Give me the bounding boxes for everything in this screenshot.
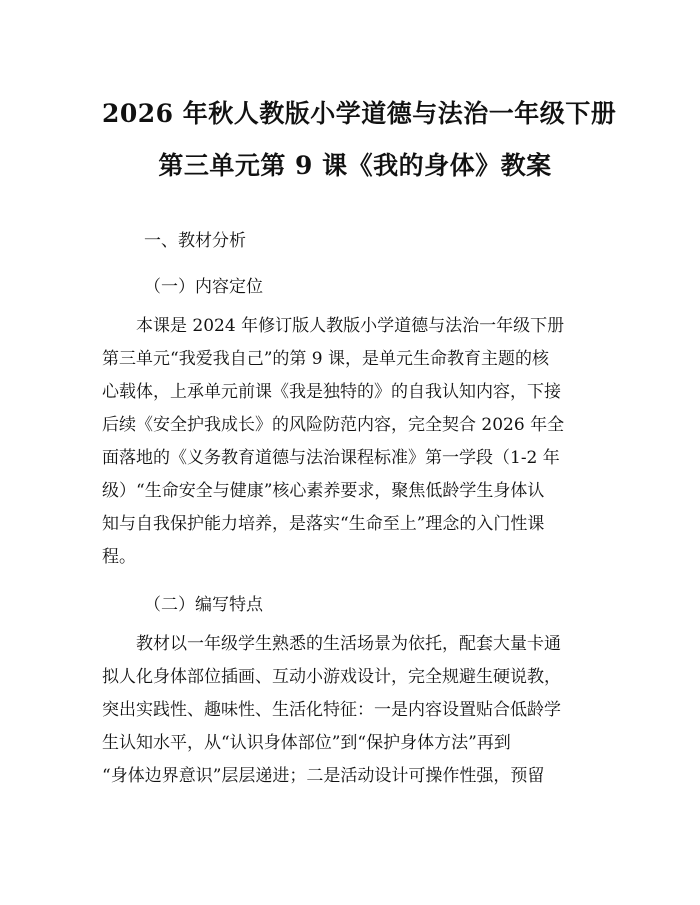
paragraph-line: 突出实践性、趣味性、生活化特征：一是内容设置贴合低龄学 xyxy=(102,700,561,720)
paragraph-writing-features xyxy=(102,628,608,793)
paragraph-line: 教材以一年级学生熟悉的生活场景为依托，配套大量卡通 xyxy=(136,634,561,654)
paragraph-line: 生认知水平，从“认识身体部位”到“保护身体方法”再到 xyxy=(102,733,511,753)
paragraph-line: 知与自我保护能力培养，是落实“生命至上”理念的入门性课 xyxy=(102,514,545,534)
subsection-heading-writing-features: （二）编写特点 xyxy=(144,595,263,615)
paragraph-line: 拟人化身体部位插画、互动小游戏设计，完全规避生硬说教， xyxy=(102,667,561,687)
paragraph-line: 后续《安全护我成长》的风险防范内容，完全契合 2026 年全 xyxy=(102,415,565,435)
title-line-2: 第三单元第 9 课《我的身体》教案 xyxy=(158,151,552,180)
paragraph-line: 面落地的《义务教育道德与法治课程标准》第一学段（1-2 年 xyxy=(102,448,560,468)
paragraph-line: 第三单元“我爱我自己”的第 9 课，是单元生命教育主题的核 xyxy=(102,349,550,369)
section-teaching-material-analysis xyxy=(102,218,608,793)
paragraph-line: “身体边界意识”层层递进；二是活动设计可操作性强，预留 xyxy=(102,766,545,786)
spacer xyxy=(102,574,608,582)
title-line-1: 2026 年秋人教版小学道德与法治一年级下册 xyxy=(102,99,617,128)
paragraph-content-positioning xyxy=(102,310,608,574)
paragraph-line: 心载体，上承单元前课《我是独特的》的自我认知内容，下接 xyxy=(102,382,561,402)
document-title xyxy=(102,88,617,192)
paragraph-line: 级）“生命安全与健康”核心素养要求，聚焦低龄学生身体认 xyxy=(102,481,545,501)
section-heading: 一、教材分析 xyxy=(144,231,246,251)
paragraph-line: 程。 xyxy=(102,547,136,567)
subsection-heading-content-positioning: （一）内容定位 xyxy=(144,277,263,297)
paragraph-line: 本课是 2024 年修订版人教版小学道德与法治一年级下册 xyxy=(136,316,565,336)
